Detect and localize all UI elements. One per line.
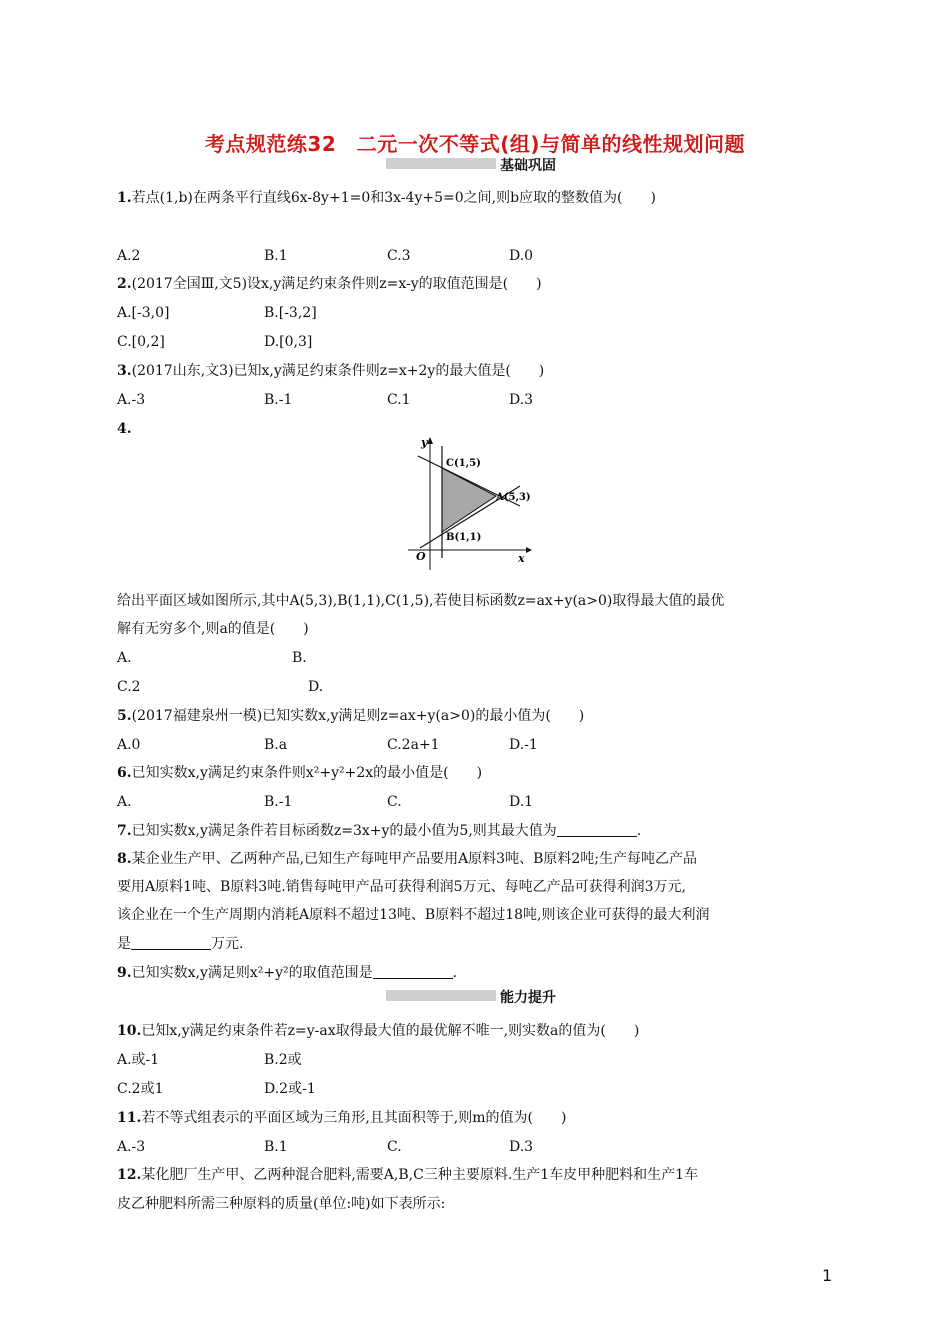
point-a-label: A(5,3) <box>496 492 531 503</box>
option-c: C.2或1 <box>117 1081 164 1097</box>
question-5 <box>117 706 584 726</box>
question-number: 11. <box>117 1110 142 1126</box>
option-b: B. <box>292 650 307 666</box>
y-axis-arrow <box>427 437 433 444</box>
option-b: B.1 <box>264 248 288 264</box>
option-c: C.3 <box>387 248 411 264</box>
shaded-region <box>442 468 496 532</box>
question-end: . <box>636 823 642 839</box>
question-2 <box>117 274 542 294</box>
question-8-line-2: 要用A原料1吨、B原料3吨.销售每吨甲产品可获得利润5万元、每吨乙产品可获得利润3万元, <box>117 879 686 895</box>
question-text: 若点(1,b)在两条平行直线6x-8y+1=0和3x-4y+5=0之间,则b应取的整数值为( ) <box>131 190 656 206</box>
question-12-line-2: 皮乙种肥料所需三种原料的质量(单位:吨)如下表所示: <box>117 1196 446 1212</box>
option-a: A.或-1 <box>117 1052 160 1068</box>
option-c: C.[0,2] <box>117 334 165 350</box>
answer-blank <box>373 964 453 979</box>
option-b: B.-1 <box>264 392 293 408</box>
question-text: 是 <box>117 936 131 952</box>
question-4 <box>117 419 132 439</box>
question-text: 某化肥厂生产甲、乙两种混合肥料,需要A,B,C三种主要原料.生产1车皮甲种肥料和生产1车 <box>141 1167 699 1183</box>
question-number: 12. <box>117 1167 142 1183</box>
question-text: 万元. <box>211 936 244 952</box>
option-b: B.[-3,2] <box>264 305 317 321</box>
page-title: 考点规范练32 二元一次不等式(组)与简单的线性规划问题 <box>204 132 746 156</box>
answer-blank <box>557 822 637 837</box>
option-d: D.-1 <box>509 737 538 753</box>
question-number: 5. <box>117 708 132 724</box>
section-label: 能力提升 <box>500 990 556 1006</box>
option-a: A.[-3,0] <box>117 305 170 321</box>
option-b: B.a <box>264 737 288 753</box>
option-b: B.-1 <box>264 794 293 810</box>
question-text: 若不等式组表示的平面区域为三角形,且其面积等于,则m的值为( ) <box>141 1110 567 1126</box>
question-3 <box>117 361 544 381</box>
question-number: 10. <box>117 1023 142 1039</box>
section-label: 基础巩固 <box>500 158 556 174</box>
origin-label: O <box>416 550 426 563</box>
question-number: 3. <box>117 363 132 379</box>
question-text: 某企业生产甲、乙两种产品,已知生产每吨甲产品要用A原料3吨、B原料2吨;生产每吨乙产品 <box>131 851 698 867</box>
question-10 <box>117 1021 639 1041</box>
x-axis-label: x <box>518 552 525 565</box>
option-a: A. <box>117 794 132 810</box>
option-a: A.-3 <box>117 392 146 408</box>
point-b-label: B(1,1) <box>446 532 482 543</box>
option-a: A.0 <box>117 737 141 753</box>
question-4-text-1: 给出平面区域如图所示,其中A(5,3),B(1,1),C(1,5),若使目标函数z=ax+y(a>0)取得最大值的最优 <box>117 593 725 609</box>
question-6 <box>117 763 482 783</box>
question-end: . <box>452 965 458 981</box>
y-axis-label: y <box>421 436 428 449</box>
option-a: A. <box>117 650 132 666</box>
option-b: B.2或 <box>264 1052 302 1068</box>
option-d: D.0 <box>509 248 534 264</box>
question-text: (2017山东,文3)已知x,y满足约束条件则z=x+2y的最大值是( ) <box>131 363 545 379</box>
option-d: D.[0,3] <box>264 334 313 350</box>
question-number: 6. <box>117 765 132 781</box>
question-11 <box>117 1108 566 1128</box>
question-4-text-2: 解有无穷多个,则a的值是( ) <box>117 621 309 637</box>
question-number: 8. <box>117 851 132 867</box>
question-text: (2017全国Ⅲ,文5)设x,y满足约束条件则z=x-y的取值范围是( ) <box>131 276 542 292</box>
option-c: C. <box>387 794 402 810</box>
x-axis-arrow <box>526 547 532 553</box>
question-number: 2. <box>117 276 132 292</box>
question-text: 已知实数x,y满足则x²+y²的取值范围是 <box>131 965 373 981</box>
question-number: 4. <box>117 421 132 437</box>
option-a: A.2 <box>117 248 141 264</box>
option-d: D.1 <box>509 794 534 810</box>
section-bar <box>386 990 496 1001</box>
question-1 <box>117 188 656 208</box>
question-number: 9. <box>117 965 132 981</box>
question-7 <box>117 821 641 841</box>
option-d: D. <box>308 679 324 695</box>
question-9 <box>117 963 457 983</box>
section-bar <box>386 158 496 169</box>
page-number: 1 <box>822 1266 833 1285</box>
option-c: C.2 <box>117 679 141 695</box>
option-a: A.-3 <box>117 1139 146 1155</box>
option-b: B.1 <box>264 1139 288 1155</box>
answer-blank <box>131 935 211 950</box>
question-text: 已知x,y满足约束条件若z=y-ax取得最大值的最优解不唯一,则实数a的值为( ) <box>141 1023 640 1039</box>
option-c: C.2a+1 <box>387 737 440 753</box>
question-8 <box>117 849 697 869</box>
question-number: 1. <box>117 190 132 206</box>
question-text: 已知实数x,y满足约束条件则x²+y²+2x的最小值是( ) <box>131 765 483 781</box>
option-c: C. <box>387 1139 402 1155</box>
option-d: D.3 <box>509 1139 534 1155</box>
question-text: (2017福建泉州一模)已知实数x,y满足则z=ax+y(a>0)的最小值为( ) <box>131 708 585 724</box>
option-d: D.2或-1 <box>264 1081 316 1097</box>
option-d: D.3 <box>509 392 534 408</box>
question-number: 7. <box>117 823 132 839</box>
feasible-region-figure <box>404 434 534 574</box>
question-8-line-3: 该企业在一个生产周期内消耗A原料不超过13吨、B原料不超过18吨,则该企业可获得的最大利润 <box>117 907 710 923</box>
option-c: C.1 <box>387 392 411 408</box>
question-12 <box>117 1165 698 1185</box>
question-text: 已知实数x,y满足条件若目标函数z=3x+y的最小值为5,则其最大值为 <box>131 823 557 839</box>
question-8-line-4 <box>117 934 243 954</box>
point-c-label: C(1,5) <box>446 458 481 469</box>
